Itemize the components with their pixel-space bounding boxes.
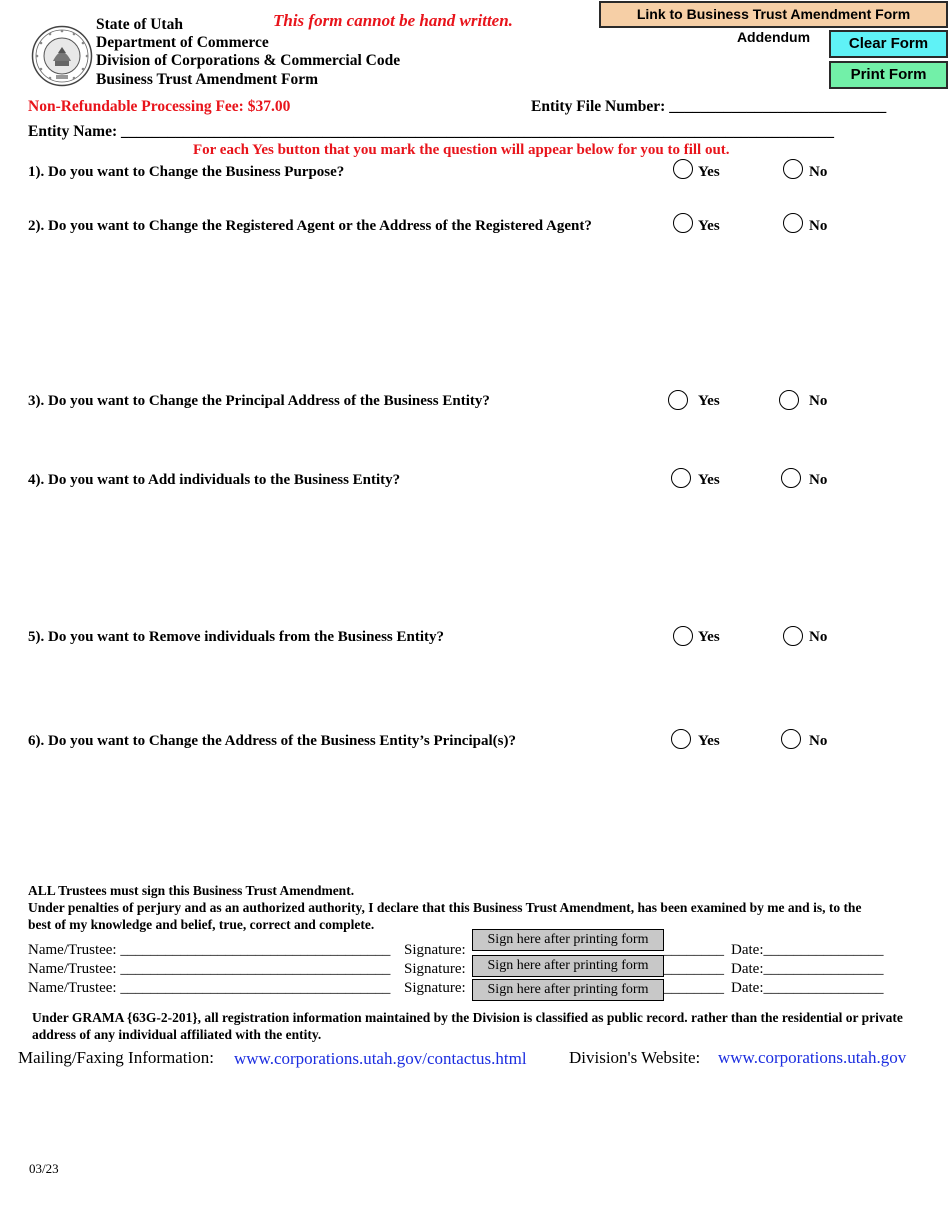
sign-here-button[interactable]: Sign here after printing form [472,929,664,951]
signature-label: Signature: [404,961,466,977]
header-division: Division of Corporations & Commercial Code [96,52,401,69]
no-label: No [809,733,828,749]
yes-label: Yes [698,393,720,409]
no-label: No [809,164,828,180]
signature-label: Signature: [404,980,466,996]
question-text: 5). Do you want to Remove individuals from the Business Entity? [28,629,445,645]
state-seal-icon [31,25,93,87]
name-trustee-field[interactable]: Name/Trustee: ____________________________________ [28,961,391,977]
print-form-button[interactable]: Print Form [829,61,948,89]
website-label: Division's Website: [569,1048,701,1067]
mailing-label: Mailing/Faxing Information: [18,1048,214,1067]
no-radio[interactable] [781,468,801,488]
entity-name-field[interactable]: Entity Name: ____________________________________________________________________________________________ [28,123,834,140]
header-form-name: Business Trust Amendment Form [96,71,319,88]
addendum-link-button[interactable]: Link to Business Trust Amendment Form Addendum [599,1,948,28]
question-text: 6). Do you want to Change the Address of the Business Entity’s Principal(s)? [28,733,516,749]
processing-fee: Non-Refundable Processing Fee: $37.00 [28,98,291,115]
all-trustees-notice: ALL Trustees must sign this Business Trust Amendment. [28,883,355,898]
question-text: 4). Do you want to Add individuals to the Business Entity? [28,472,401,488]
grama-notice-line-2: address of any individual affiliated with the entity. [32,1027,322,1042]
revision-date: 03/23 [29,1161,59,1176]
yes-label: Yes [698,472,720,488]
signature-line: ________ [664,942,724,958]
yes-radio[interactable] [673,213,693,233]
no-radio[interactable] [781,729,801,749]
yes-label: Yes [698,218,720,234]
no-label: No [809,218,828,234]
date-field[interactable]: Date:________________ [731,961,884,977]
yes-radio[interactable] [671,468,691,488]
yes-radio[interactable] [668,390,688,410]
signature-label: Signature: [404,942,466,958]
yes-radio[interactable] [673,626,693,646]
signature-line: ________ [664,980,724,996]
no-label: No [809,472,828,488]
question-text: 2). Do you want to Change the Registered Agent or the Address of the Registered Agent? [28,218,592,234]
no-label: No [809,629,828,645]
name-trustee-field[interactable]: Name/Trustee: ____________________________________ [28,980,391,996]
yes-radio[interactable] [671,729,691,749]
date-field[interactable]: Date:________________ [731,942,884,958]
grama-notice-line-1: Under GRAMA {63G-2-201}, all registration information maintained by the Division is classified as public record. rather than the residential or private [32,1010,903,1025]
declaration-line-2: best of my knowledge and belief, true, correct and complete. [28,917,375,932]
no-label: No [809,393,828,409]
no-radio[interactable] [783,213,803,233]
contact-us-link[interactable]: www.corporations.utah.gov/contactus.html [234,1049,527,1068]
yes-label: Yes [698,164,720,180]
yes-label: Yes [698,733,720,749]
sign-here-button[interactable]: Sign here after printing form [472,955,664,977]
date-field[interactable]: Date:________________ [731,980,884,996]
name-trustee-field[interactable]: Name/Trustee: ____________________________________ [28,942,391,958]
handwritten-warning: This form cannot be hand written. [273,11,513,30]
declaration-line-1: Under penalties of perjury and as an authorized authority, I declare that this Business Trust Amendment, has been examined by me and is, to the [28,900,862,915]
signature-line: ________ [664,961,724,977]
instruction-text: For each Yes button that you mark the question will appear below for you to fill out. [193,142,730,158]
entity-file-number-field[interactable]: Entity File Number: ____________________________ [531,98,887,115]
no-radio[interactable] [783,159,803,179]
no-radio[interactable] [783,626,803,646]
question-text: 1). Do you want to Change the Business Purpose? [28,164,345,180]
sign-here-button[interactable]: Sign here after printing form [472,979,664,1001]
header-department: Department of Commerce [96,34,269,51]
yes-radio[interactable] [673,159,693,179]
no-radio[interactable] [779,390,799,410]
clear-form-button[interactable]: Clear Form [829,30,948,58]
header-state: State of Utah [96,16,183,33]
yes-label: Yes [698,629,720,645]
division-website-link[interactable]: www.corporations.utah.gov [718,1048,907,1067]
question-text: 3). Do you want to Change the Principal Address of the Business Entity? [28,393,490,409]
